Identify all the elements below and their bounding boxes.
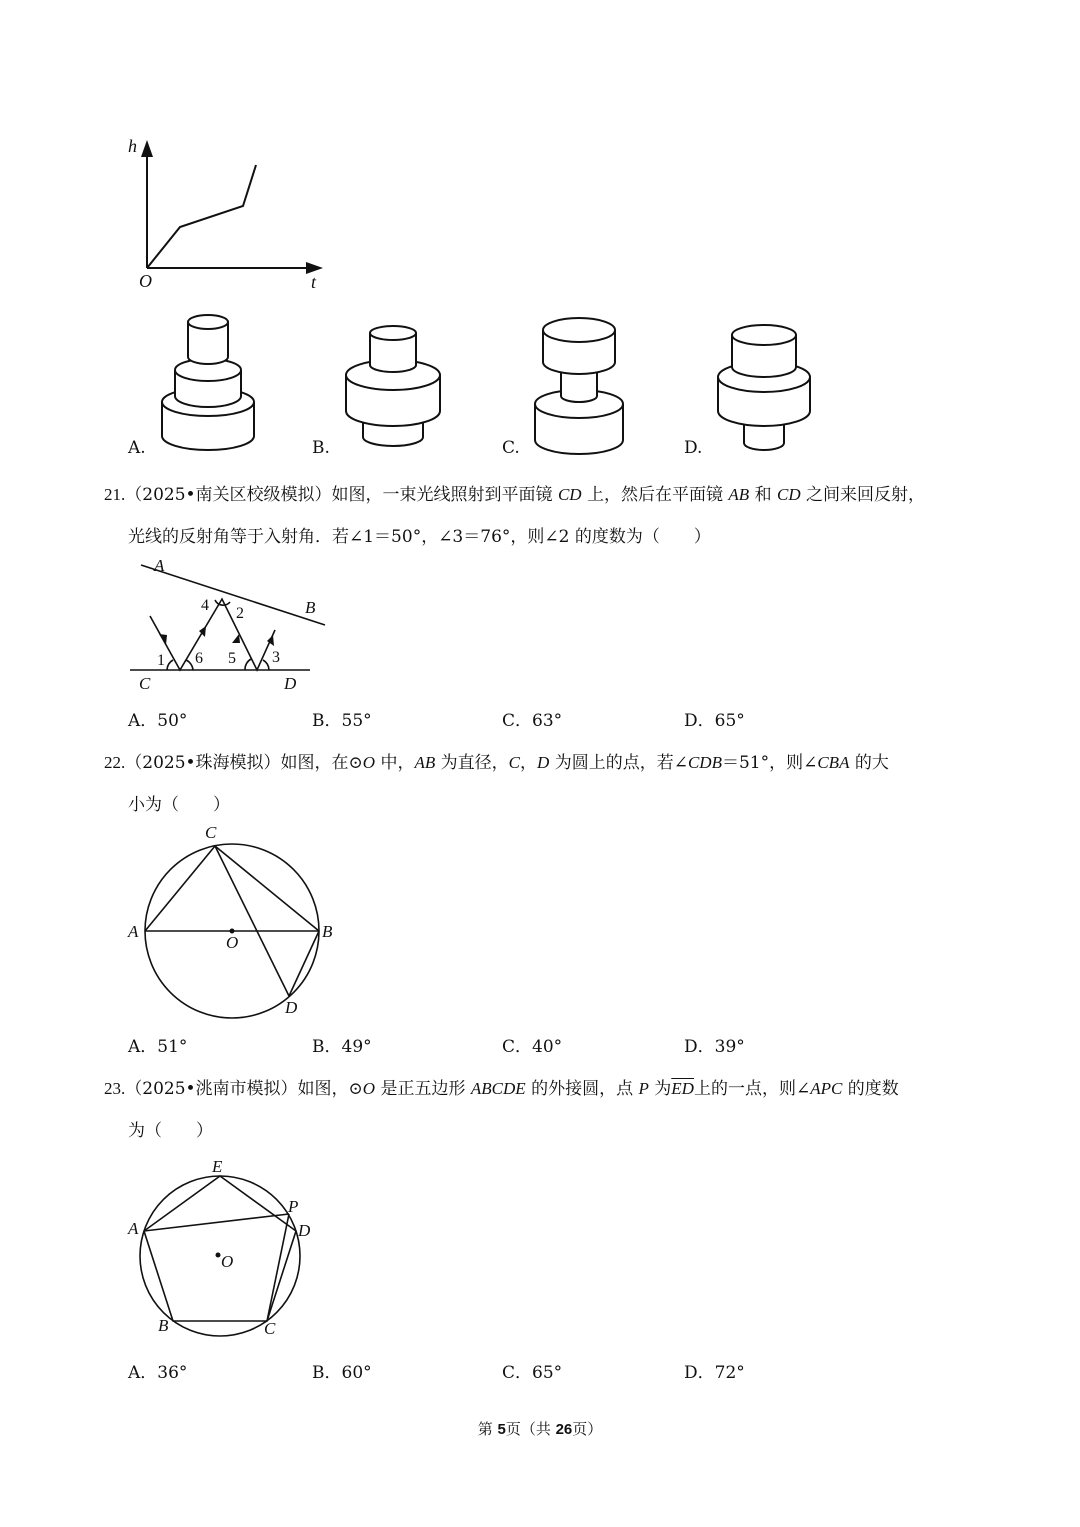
q22-var: C (508, 753, 521, 772)
q23-label-p: P (288, 1197, 299, 1216)
y-axis-label: h (128, 136, 137, 156)
option-label: B． (312, 711, 342, 731)
option-value: 63° (532, 711, 563, 731)
q21-angle-5: 5 (228, 650, 236, 667)
q21-mirror-figure (125, 555, 340, 695)
q22-label-b: B (322, 922, 333, 941)
q22-text: 中， (375, 753, 415, 773)
q22-text: ， (520, 753, 538, 773)
footer-text: 页（共 (505, 1420, 556, 1438)
page-footer (0, 1418, 1080, 1439)
q21-label-d: D (284, 674, 297, 693)
q22-label-a: A (128, 922, 139, 941)
q22-number: 22. (104, 753, 126, 772)
origin-label: O (139, 271, 152, 291)
q22-text: 为圆上的点，若∠ (549, 753, 688, 773)
option-label: B． (312, 1037, 342, 1057)
q21-label-c: C (139, 674, 151, 693)
option-value: 60° (341, 1363, 372, 1383)
container-option-a-figure (155, 310, 265, 455)
q23-label-c: C (264, 1319, 276, 1338)
q23-pentagon-figure (120, 1150, 330, 1350)
q22-label-o: O (226, 933, 239, 952)
container-option-d-figure (712, 315, 817, 455)
option-value: 50° (157, 711, 188, 731)
q23-label-o: O (221, 1252, 234, 1271)
q22-var: CDB (687, 753, 722, 772)
q21-text: 之间来回反射， (800, 485, 926, 505)
q21-text: 上，然后在平面镜 (581, 485, 729, 505)
footer-page-number: 5 (497, 1421, 506, 1438)
q21-var: CD (776, 485, 801, 504)
x-axis-label: t (311, 272, 317, 292)
q22-label-d: D (285, 998, 298, 1017)
q22-option-d[interactable] (684, 1032, 745, 1057)
option-label: C． (502, 1037, 533, 1057)
q22-var: AB (414, 753, 436, 772)
q22-var: O (362, 753, 376, 772)
footer-text: 页） (572, 1420, 603, 1438)
q20-option-a[interactable]: A. (128, 438, 146, 458)
q21-option-b[interactable] (312, 706, 372, 731)
option-label: A． (128, 711, 158, 731)
option-label: C． (502, 1363, 533, 1383)
option-label: C． (502, 711, 533, 731)
q21-number: 21. (104, 485, 126, 504)
q21-angle-2: 2 (236, 605, 244, 622)
q21-angle-3: 3 (272, 649, 280, 666)
option-value: 39° (714, 1037, 745, 1057)
option-label: D． (684, 1363, 715, 1383)
q23-label-a: A (128, 1219, 139, 1238)
q23-var: ABCDE (470, 1079, 526, 1098)
q21-var: CD (557, 485, 582, 504)
q21-label-a: A (154, 556, 165, 575)
q23-text: 如图，⊙ (297, 1079, 363, 1099)
q22-text: 如图，在⊙ (280, 753, 363, 773)
q22-option-c[interactable] (502, 1032, 562, 1057)
q23-text: 为 (648, 1079, 672, 1099)
option-value: 40° (532, 1037, 563, 1057)
q23-option-a[interactable] (128, 1358, 187, 1383)
container-option-b-figure (340, 315, 445, 455)
q23-text: 是正五边形 (375, 1079, 471, 1099)
q23-stem-line1 (104, 1074, 899, 1099)
q22-text: ＝51°，则∠ (721, 753, 818, 773)
q20-option-c[interactable]: C. (502, 438, 520, 458)
q23-number: 23. (104, 1079, 126, 1098)
q22-label-c: C (205, 823, 217, 842)
q23-text: 的外接圆，点 (525, 1079, 639, 1099)
q21-text: 和 (749, 485, 777, 505)
q23-source: （2025•洮南市模拟） (125, 1079, 298, 1099)
q23-var: APC (810, 1079, 843, 1098)
height-time-graph (125, 135, 340, 295)
q23-label-b: B (158, 1316, 169, 1335)
q20-option-b[interactable]: B. (312, 438, 330, 458)
option-value: 51° (157, 1037, 188, 1057)
q21-source: （2025•南关区校级模拟） (125, 485, 332, 505)
option-label: A． (128, 1363, 158, 1383)
q22-text: 为直径， (435, 753, 509, 773)
option-label: B． (312, 1363, 342, 1383)
q21-var: AB (728, 485, 750, 504)
q21-angle-4: 4 (201, 597, 209, 614)
option-value: 65° (714, 711, 745, 731)
option-value: 55° (341, 711, 372, 731)
option-label: A． (128, 1037, 158, 1057)
q20-option-d[interactable]: D. (684, 438, 703, 458)
q22-var: CBA (817, 753, 850, 772)
q23-var: O (362, 1079, 376, 1098)
q21-text: 如图，一束光线照射到平面镜 (331, 485, 558, 505)
footer-text: 第 (477, 1420, 498, 1438)
q22-var: D (537, 753, 550, 772)
q23-var: P (638, 1079, 649, 1098)
q22-stem-line1 (104, 748, 889, 773)
q21-stem-line2: 光线的反射角等于入射角．若∠1＝50°，∠3＝76°，则∠2 的度数为（ ） (128, 527, 711, 547)
q23-option-c[interactable] (502, 1358, 562, 1383)
q23-text: 上的一点，则∠ (693, 1079, 811, 1099)
option-label: D． (684, 1037, 715, 1057)
q22-option-b[interactable] (312, 1032, 372, 1057)
q21-angle-1: 1 (157, 652, 165, 669)
option-value: 49° (341, 1037, 372, 1057)
option-value: 36° (157, 1363, 188, 1383)
option-label: D． (684, 711, 715, 731)
q21-label-b: B (305, 598, 316, 617)
footer-total-pages: 26 (555, 1421, 573, 1438)
q23-label-e: E (212, 1157, 223, 1176)
q21-angle-6: 6 (195, 650, 203, 667)
q21-stem-line1 (104, 480, 925, 505)
q22-stem-line2: 小为（ ） (128, 795, 230, 815)
q22-option-a[interactable] (128, 1032, 187, 1057)
q23-option-b[interactable] (312, 1358, 372, 1383)
q23-label-d: D (298, 1221, 311, 1240)
q23-text: 的度数 (842, 1079, 899, 1099)
q22-circle-figure (122, 820, 342, 1020)
option-value: 65° (532, 1363, 563, 1383)
q23-stem-line2: 为（ ） (128, 1121, 213, 1141)
q21-option-c[interactable] (502, 706, 562, 731)
q22-source: （2025•珠海模拟） (125, 753, 281, 773)
container-option-c-figure (530, 308, 630, 458)
q22-text: 的大 (849, 753, 889, 773)
q21-option-d[interactable] (684, 706, 745, 731)
q23-option-d[interactable] (684, 1358, 745, 1383)
q23-arc-ed: $\overline{ED}$ (671, 1079, 694, 1098)
option-value: 72° (714, 1363, 745, 1383)
q21-option-a[interactable] (128, 706, 187, 731)
